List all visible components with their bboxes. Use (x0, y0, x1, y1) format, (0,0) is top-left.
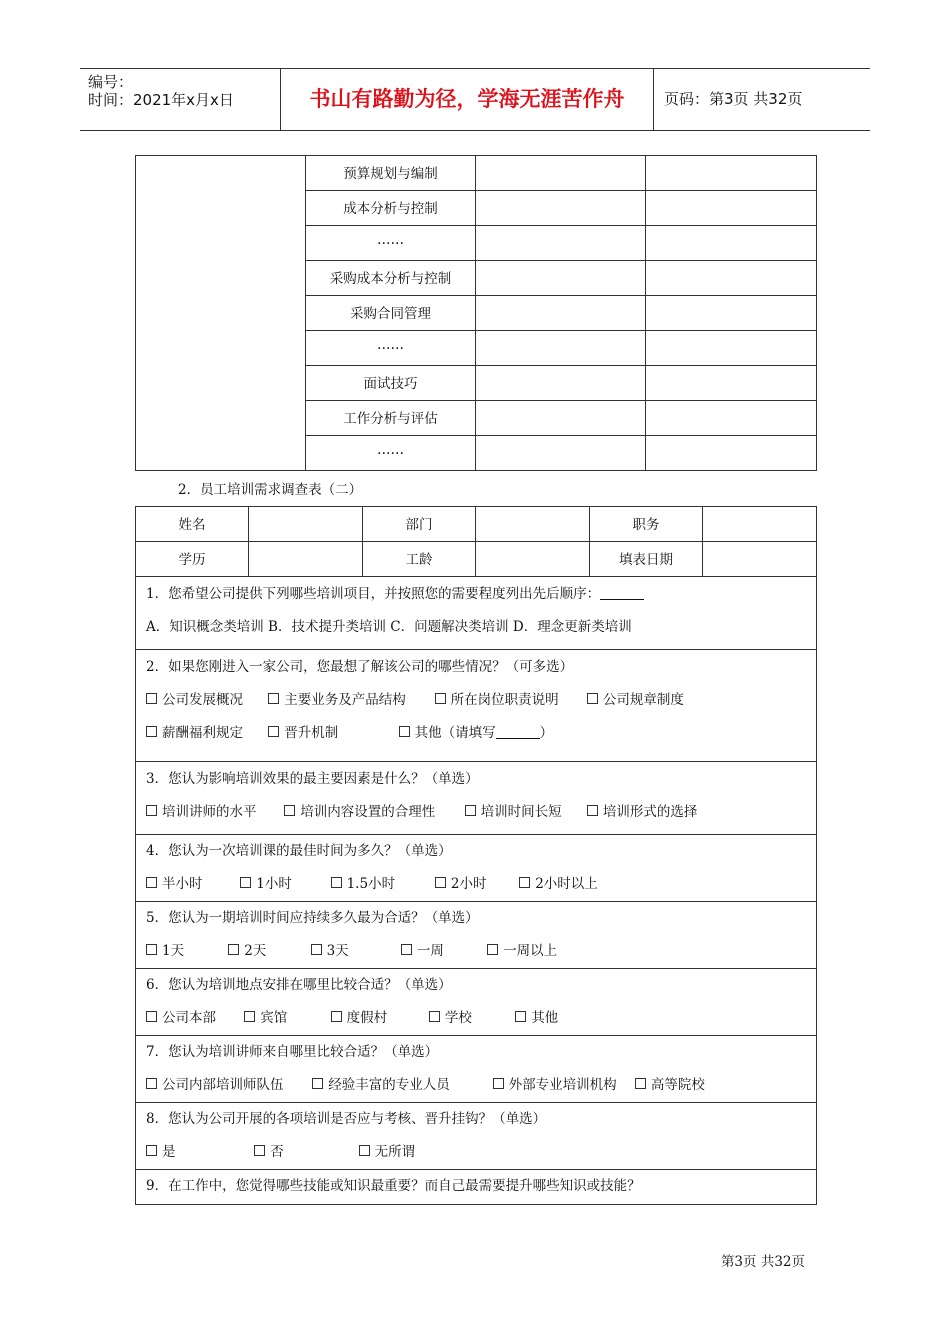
checkbox-option[interactable] (284, 796, 460, 829)
option-label: 经验丰富的专业人员 (328, 1077, 450, 1093)
option-label-end: ） (539, 725, 554, 741)
table-cell[interactable] (476, 296, 646, 331)
page-header (80, 68, 870, 131)
option-label: 1小时 (256, 876, 292, 892)
checkbox-option[interactable] (465, 796, 583, 829)
checkbox[interactable] (587, 693, 598, 704)
checkbox[interactable] (465, 805, 476, 816)
option-label: 2天 (244, 943, 267, 959)
option-label: 公司本部 (162, 1010, 216, 1026)
table-cell[interactable] (476, 226, 646, 261)
header-page-number: 页码：第3页 共32页 (664, 90, 803, 108)
checkbox[interactable] (254, 1145, 265, 1156)
question-text: 3．您认为影响培训效果的最主要因素是什么？（单选） (146, 771, 479, 787)
question-row (136, 1036, 817, 1103)
checkbox-option[interactable] (228, 935, 306, 968)
option-label: 其他（请填写 (414, 725, 496, 741)
option-label: 薪酬福利规定 (162, 725, 243, 741)
header-divider (653, 69, 654, 130)
checkbox-option[interactable] (435, 684, 583, 717)
options-line (146, 796, 816, 829)
table-cell[interactable] (646, 226, 817, 261)
checkbox[interactable] (146, 693, 157, 704)
course-label: 工作分析与评估 (306, 401, 476, 436)
option-label: 2小时以上 (535, 876, 598, 892)
checkbox-option[interactable] (587, 796, 698, 829)
checkbox[interactable] (401, 944, 412, 955)
checkbox[interactable] (146, 1078, 157, 1089)
checkbox[interactable] (493, 1078, 504, 1089)
checkbox-option[interactable] (146, 684, 264, 717)
table-cell[interactable] (646, 436, 817, 471)
option-label: 培训时间长短 (480, 804, 562, 820)
table-cell[interactable] (646, 401, 817, 436)
table-cell[interactable] (476, 366, 646, 401)
question-text: 8．您认为公司开展的各项培训是否应与考核、晋升挂钩？（单选） (146, 1111, 547, 1127)
question-text: 6．您认为培训地点安排在哪里比较合适？（单选） (146, 977, 452, 993)
course-label: 采购合同管理 (306, 296, 476, 331)
option-label: 半小时 (162, 876, 203, 892)
checkbox-option[interactable] (311, 935, 397, 968)
course-label: 面试技巧 (306, 366, 476, 401)
course-label: 成本分析与控制 (306, 191, 476, 226)
question-text: 1．您希望公司提供下列哪些培训项目，并按照您的需要程度列出先后顺序： (146, 586, 601, 602)
option-label: 培训讲师的水平 (162, 804, 257, 820)
option-label: 3天 (326, 943, 349, 959)
checkbox[interactable] (312, 1078, 323, 1089)
course-label: 采购成本分析与控制 (306, 261, 476, 296)
checkbox-option[interactable] (331, 868, 431, 901)
option-label: 学校 (444, 1010, 472, 1026)
checkbox[interactable] (519, 877, 530, 888)
option-label: 高等院校 (650, 1077, 705, 1093)
checkbox[interactable] (429, 1011, 440, 1022)
question-row (136, 1103, 817, 1170)
option-label: 外部专业培训机构 (508, 1077, 617, 1093)
checkbox-option[interactable] (268, 717, 394, 750)
education-label: 学历 (136, 542, 249, 577)
doc-date-label: 时间：2021年x月x日 (88, 91, 234, 109)
question-row (136, 577, 817, 650)
header-meta (80, 69, 280, 130)
option-label: 公司内部培训师队伍 (162, 1077, 284, 1093)
table-cell[interactable] (476, 191, 646, 226)
question-row (136, 902, 817, 969)
question-text: 5．您认为一期培训时间应持续多久最为合适？（单选） (146, 910, 479, 926)
options-line (146, 1069, 816, 1102)
question-4 (136, 835, 817, 902)
checkbox[interactable] (268, 726, 279, 737)
option-label: 是 (162, 1144, 176, 1160)
date-label: 填表日期 (590, 542, 703, 577)
seniority-field[interactable] (476, 542, 590, 577)
checkbox[interactable] (228, 944, 239, 955)
table-cell[interactable] (646, 366, 817, 401)
options-line (146, 935, 816, 968)
question-row (136, 969, 817, 1036)
option-label: 一周以上 (503, 943, 558, 959)
checkbox[interactable] (435, 693, 446, 704)
position-label: 职务 (590, 507, 703, 542)
option-label: 主要业务及产品结构 (284, 692, 406, 708)
checkbox[interactable] (240, 877, 251, 888)
table-row (136, 507, 817, 542)
checkbox-option[interactable] (146, 717, 264, 750)
question-8 (136, 1103, 817, 1170)
table-cell[interactable] (476, 156, 646, 191)
checkbox-option[interactable] (635, 1069, 705, 1102)
survey-table (135, 506, 817, 1205)
question-options: A．知识概念类培训 B．技术提升类培训 C．问题解决类培训 D．理念更新类培训 (146, 619, 632, 635)
education-field[interactable] (249, 542, 363, 577)
table-row (136, 542, 817, 577)
option-label: 其他 (531, 1010, 559, 1026)
checkbox-option[interactable] (487, 935, 557, 968)
checkbox[interactable] (284, 805, 295, 816)
checkbox-option[interactable] (312, 1069, 488, 1102)
checkbox[interactable] (146, 1011, 157, 1022)
question-1 (136, 577, 817, 650)
checkbox[interactable] (244, 1011, 255, 1022)
training-course-table (135, 155, 817, 471)
position-field[interactable] (703, 507, 817, 542)
date-field[interactable] (703, 542, 817, 577)
question-7 (136, 1036, 817, 1103)
checkbox-option[interactable] (435, 868, 515, 901)
checkbox-option[interactable] (493, 1069, 631, 1102)
checkbox[interactable] (311, 944, 322, 955)
checkbox[interactable] (635, 1078, 646, 1089)
option-label: 培训形式的选择 (602, 804, 698, 820)
option-label: 公司发展概况 (162, 692, 243, 708)
table-cell[interactable] (476, 401, 646, 436)
checkbox-option[interactable] (146, 796, 280, 829)
question-text: 7．您认为培训讲师来自哪里比较合适？（单选） (146, 1044, 439, 1060)
checkbox-option[interactable] (146, 1136, 250, 1169)
checkbox[interactable] (146, 805, 157, 816)
checkbox-option[interactable] (146, 1002, 240, 1035)
table-cell[interactable] (646, 296, 817, 331)
option-label: 度假村 (346, 1010, 388, 1026)
checkbox[interactable] (331, 877, 342, 888)
question-text: 4．您认为一次培训课的最佳时间为多久？（单选） (146, 843, 452, 859)
checkbox[interactable] (515, 1011, 526, 1022)
checkbox-option[interactable] (359, 1136, 416, 1169)
option-label: 公司规章制度 (602, 692, 684, 708)
checkbox[interactable] (146, 1145, 157, 1156)
checkbox-option[interactable] (429, 1002, 511, 1035)
question-row (136, 762, 817, 835)
page-footer: 第3页 共32页 (720, 1254, 805, 1270)
checkbox-option[interactable] (268, 684, 430, 717)
checkbox[interactable] (487, 944, 498, 955)
course-label: …… (306, 226, 476, 261)
course-label: …… (306, 331, 476, 366)
question-text: 2．如果您刚进入一家公司，您最想了解该公司的哪些情况？（可多选） (146, 659, 574, 675)
checkbox-option[interactable] (331, 1002, 425, 1035)
option-label: 所在岗位职责说明 (450, 692, 559, 708)
table-cell[interactable] (476, 261, 646, 296)
options-line (146, 868, 816, 901)
checkbox-option[interactable] (244, 1002, 326, 1035)
answer-blank[interactable] (600, 587, 644, 600)
table-cell[interactable] (476, 331, 646, 366)
checkbox[interactable] (146, 944, 157, 955)
option-label: 宾馆 (260, 1010, 288, 1026)
doc-number-label: 编号： (88, 73, 134, 91)
checkbox-option[interactable] (515, 1002, 558, 1035)
option-label: 无所谓 (374, 1144, 416, 1160)
course-label: 预算规划与编制 (306, 156, 476, 191)
table-cell[interactable] (646, 156, 817, 191)
options-line (146, 717, 816, 750)
table-cell[interactable] (646, 261, 817, 296)
survey-caption: 2．员工培训需求调查表（二） (178, 482, 363, 498)
dept-field[interactable] (476, 507, 590, 542)
question-9 (136, 1170, 817, 1205)
checkbox-option[interactable] (146, 868, 236, 901)
option-label: 晋升机制 (284, 725, 339, 741)
name-field[interactable] (249, 507, 363, 542)
question-row (136, 835, 817, 902)
option-label: 2小时 (450, 876, 487, 892)
question-3 (136, 762, 817, 835)
question-6 (136, 969, 817, 1036)
checkbox[interactable] (359, 1145, 370, 1156)
checkbox[interactable] (268, 693, 279, 704)
checkbox[interactable] (146, 726, 157, 737)
table-cell[interactable] (646, 191, 817, 226)
question-5 (136, 902, 817, 969)
checkbox-option[interactable] (519, 868, 598, 901)
checkbox[interactable] (587, 805, 598, 816)
category-cell (136, 156, 306, 471)
options-line (146, 684, 816, 717)
question-row (136, 650, 817, 762)
question-text-line (146, 578, 816, 611)
table-row (136, 156, 817, 191)
checkbox[interactable] (399, 726, 410, 737)
question-row (136, 1170, 817, 1205)
seniority-label: 工龄 (363, 542, 476, 577)
options-line (146, 1002, 816, 1035)
option-label: 1天 (162, 943, 185, 959)
header-motto: 书山有路勤为径，学海无涯苦作舟 (309, 87, 625, 111)
options-line (146, 1136, 816, 1169)
other-blank[interactable] (496, 726, 540, 739)
checkbox[interactable] (435, 877, 446, 888)
checkbox-option[interactable] (587, 684, 684, 717)
checkbox-option[interactable] (254, 1136, 354, 1169)
checkbox-option[interactable] (399, 717, 554, 750)
checkbox-option[interactable] (240, 868, 326, 901)
course-label: …… (306, 436, 476, 471)
table-cell[interactable] (646, 331, 817, 366)
checkbox-option[interactable] (146, 935, 224, 968)
table-cell[interactable] (476, 436, 646, 471)
dept-label: 部门 (363, 507, 476, 542)
option-label: 一周 (416, 943, 444, 959)
checkbox-option[interactable] (401, 935, 483, 968)
option-label: 培训内容设置的合理性 (300, 804, 436, 820)
checkbox-option[interactable] (146, 1069, 308, 1102)
checkbox[interactable] (146, 877, 157, 888)
name-label: 姓名 (136, 507, 249, 542)
checkbox[interactable] (331, 1011, 342, 1022)
option-label: 否 (270, 1144, 284, 1160)
question-text: 9．在工作中，您觉得哪些技能或知识最重要？而自己最需要提升哪些知识或技能？ (146, 1178, 641, 1194)
question-2 (136, 650, 817, 762)
option-label: 1.5小时 (346, 876, 396, 892)
